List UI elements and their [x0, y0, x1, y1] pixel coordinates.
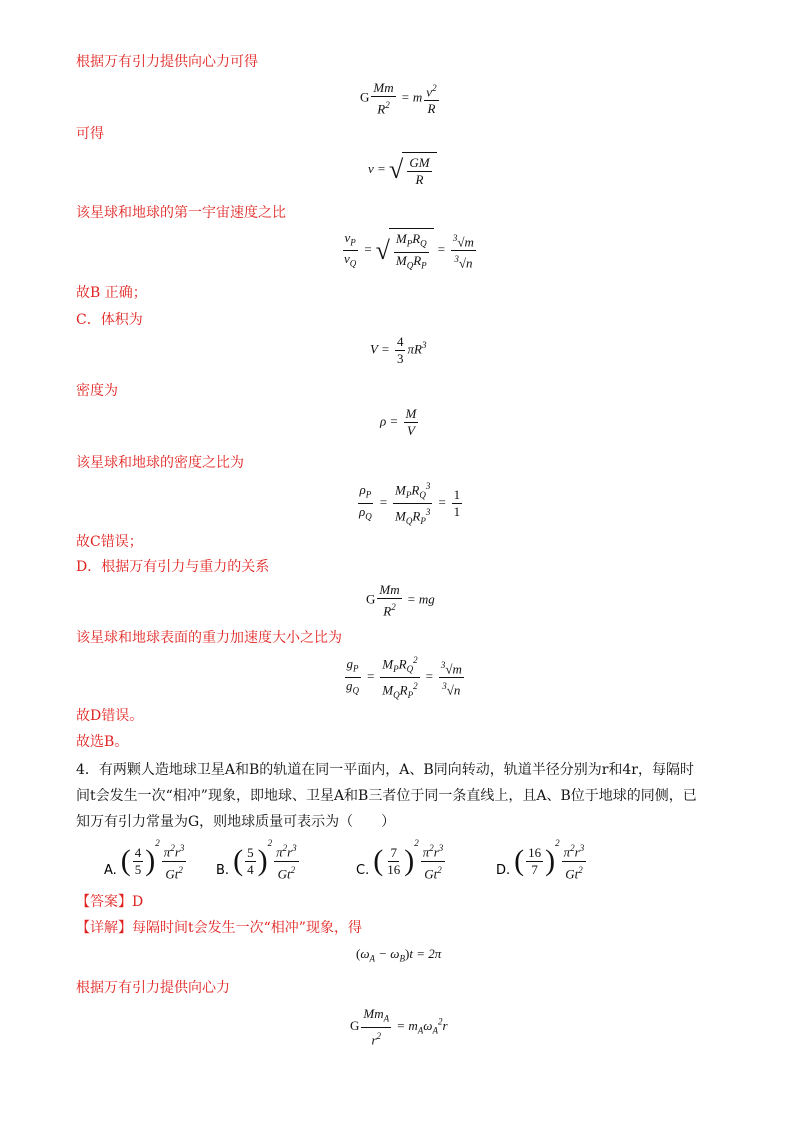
text-line: 根据万有引力提供向心力 [76, 980, 230, 996]
option-label: A. [104, 862, 117, 878]
text-line: 故D错误。 [76, 708, 144, 724]
text-line: 该星球和地球表面的重力加速度大小之比为 [76, 630, 342, 646]
text-line: 可得 [76, 126, 104, 142]
text-line: 故B 正确； [76, 285, 147, 301]
equation-density-ratio: $\frac{\rho_P}{\rho_Q}$ = $\frac{M_PR_Q^3}{M_QR_P^3}$ = $\frac{1}{1}$ [355, 478, 464, 529]
equation-gravity-weight: G $\frac{Mm}{R^2}$ = mg [366, 582, 435, 619]
text-line: 该星球和地球的第一宇宙速度之比 [76, 205, 286, 221]
question-text: 4．有两颗人造地球卫星A和B的轨道在同一平面内，A、B同向转动，轨道半径分别为r和4r，每隔时 [76, 762, 694, 778]
equation-velocity: v = √ $\frac{GM}{R}$ [368, 152, 437, 188]
text-line: 该星球和地球的密度之比为 [76, 455, 244, 471]
equation-gravity-centripetal: G $\frac{Mm}{R^2}$ = m $\frac{v^2}{R}$ [360, 80, 437, 117]
option-fraction-num: 16 [528, 844, 542, 860]
option-fraction-num: 5 [247, 844, 254, 860]
question-text: 知万有引力常量为G，则地球质量可表示为（ ） [76, 814, 396, 830]
option-c[interactable]: C. ( $\frac{7}{16}$ )$^2$ $\frac{\pi^2r^3}{Gt^2}$ [356, 838, 444, 881]
option-fraction-den: 4 [247, 861, 254, 877]
detail-label: 【详解】 [76, 920, 132, 936]
option-label: B. [216, 862, 230, 878]
option-fraction-den: 5 [134, 861, 142, 877]
option-b[interactable]: B. ( $\frac{5}{4}$ )$^2$ $\frac{\pi^2r^3}{Gt^2}$ [216, 838, 297, 881]
equation-gravity-accel-ratio: $\frac{g_P}{g_Q}$ = $\frac{M_PR_Q^2}{M_QR_P^2}$ = $\frac{^3√m}{^3√n}$ [342, 652, 466, 703]
equation-angular-velocity: $(\omega_A - \omega_B)t = 2\pi$ [356, 946, 442, 964]
text-line: 根据万有引力提供向心力可得 [76, 54, 258, 70]
text-line: D．根据万有引力与重力的关系 [76, 559, 270, 575]
text-line: 密度为 [76, 383, 118, 399]
detail-text: 每隔时间t会发生一次“相冲”现象，得 [132, 920, 362, 936]
option-label: C. [356, 862, 370, 878]
equation-volume: V = $\frac{4}{3}$ $\pi R^3$ [370, 334, 427, 366]
equation-centripetal-a: G $\frac{Mm_A}{r^2}$ = $m_A\omega_A^2r$ [350, 1006, 448, 1047]
text-line: 故选B。 [76, 734, 129, 750]
option-fraction-num: 7 [390, 844, 397, 860]
option-fraction-den: 16 [387, 861, 401, 877]
option-fraction-den: 7 [531, 861, 538, 877]
equation-density: ρ = $\frac{M}{V}$ [380, 406, 417, 438]
option-d[interactable]: D. ( $\frac{16}{7}$ )$^2$ $\frac{\pi^2r^3}{Gt^2}$ [496, 838, 585, 881]
option-label: D. [496, 862, 511, 878]
text-line: 故C错误； [76, 534, 143, 550]
option-fraction-num: 4 [134, 844, 142, 860]
equation-velocity-ratio: $\frac{v_P}{v_Q}$ = √ $\frac{M_PR_Q}{M_QR_P}$ = $\frac{^3√m}{^3√n}$ [340, 228, 478, 273]
option-a[interactable]: A. ( $\frac{4}{5}$ )$^2$ $\frac{\pi^2r^3}{Gt^2}$ [104, 838, 185, 881]
detail-line [76, 918, 362, 938]
text-line: C．体积为 [76, 312, 143, 328]
question-text: 间t会发生一次“相冲”现象，即地球、卫星A和B三者位于同一条直线上，且A、B位于地球的同侧，已 [76, 788, 697, 804]
answer-label: 【答案】D [76, 894, 144, 910]
